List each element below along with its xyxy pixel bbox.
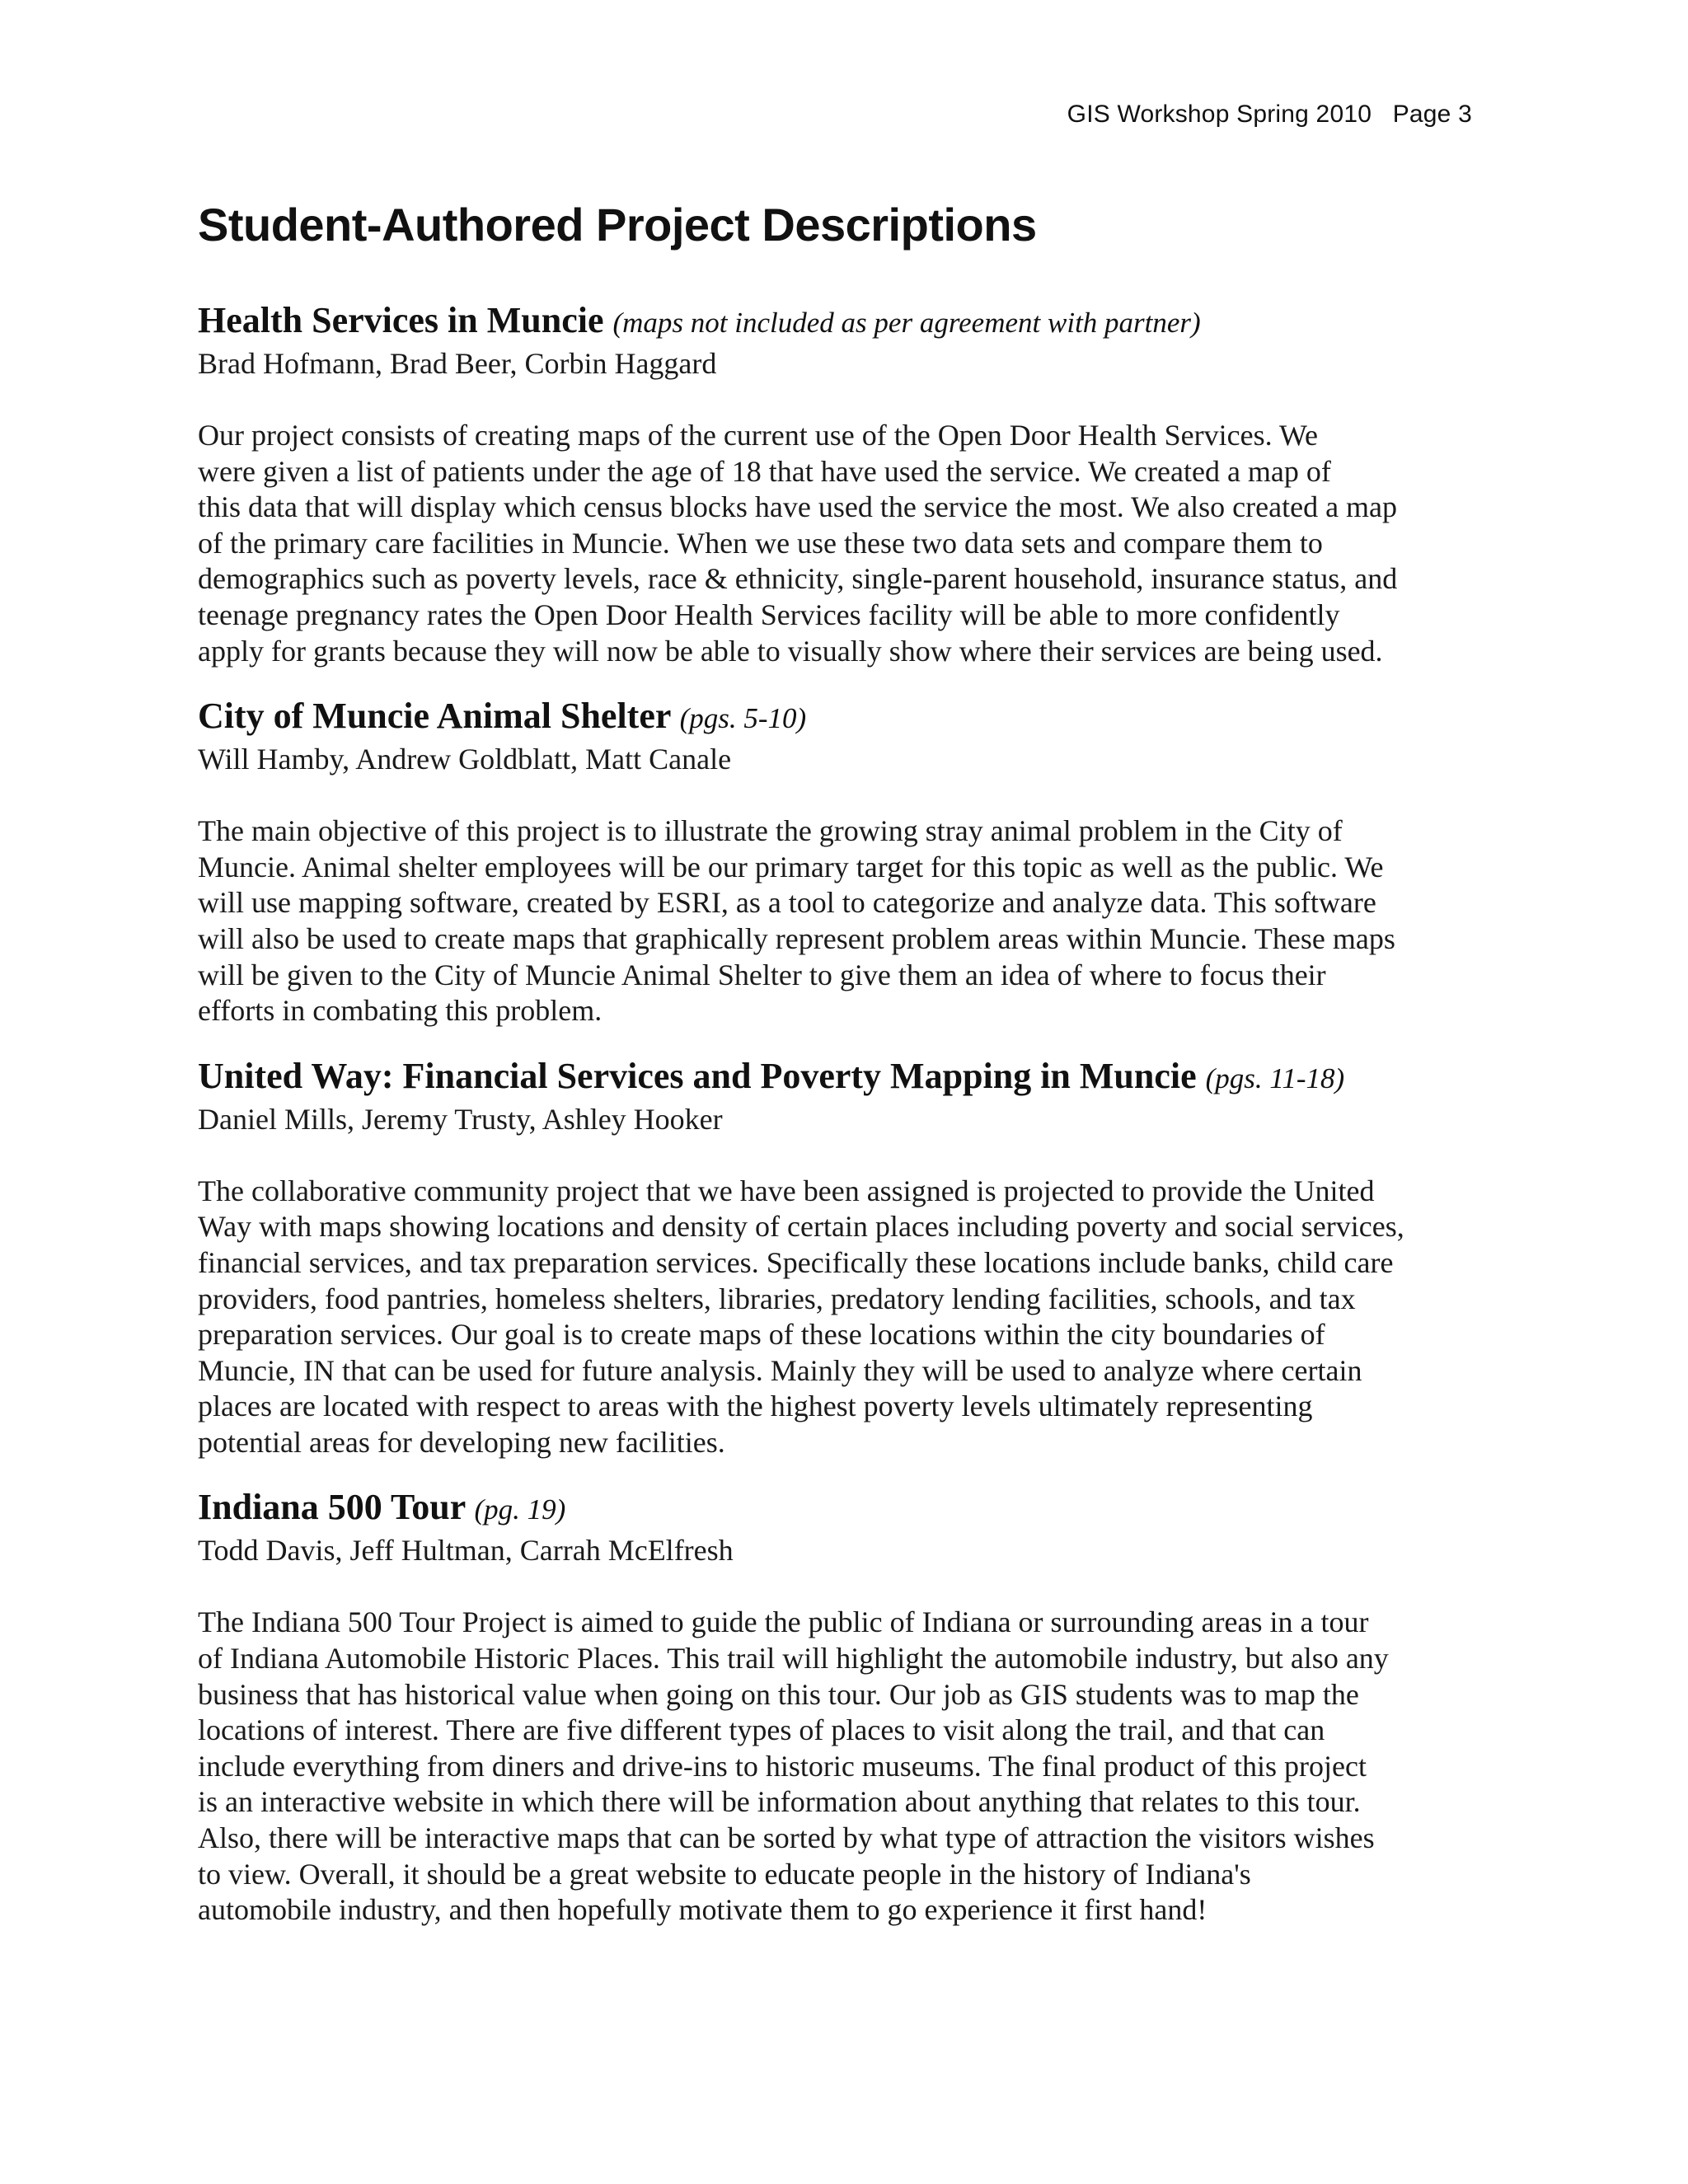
description-line: business that has historical value when going on this tour. Our job as GIS students was to map the (198, 1677, 1359, 1711)
project-title (198, 1054, 1508, 1101)
project-description (198, 1174, 1508, 1461)
description-line: preparation services. Our goal is to create maps of these locations within the city boundaries of (198, 1318, 1325, 1352)
project-health-services (198, 298, 1508, 669)
description-line: The main objective of this project is to illustrate the growing stray animal problem in the City of (198, 814, 1343, 848)
project-title (198, 694, 1508, 741)
description-line: include everything from diners and drive-ins to historic museums. The final product of this project (198, 1749, 1367, 1783)
description-line: Way with maps showing locations and density of certain places including poverty and social services, (198, 1210, 1404, 1244)
project-note: (pgs. 11-18) (1205, 1062, 1345, 1094)
description-line: Also, there will be interactive maps that can be sorted by what type of attraction the visitors wishes (198, 1821, 1375, 1855)
description-line: apply for grants because they will now be able to visually show where their services are being used. (198, 634, 1383, 668)
description-line: Muncie. Animal shelter employees will be our primary target for this topic as well as the public. We (198, 850, 1384, 883)
description-line: Muncie, IN that can be used for future analysis. Mainly they will be used to analyze where certain (198, 1353, 1362, 1387)
project-authors: Will Hamby, Andrew Goldblatt, Matt Canale (198, 743, 732, 776)
description-line: of the primary care facilities in Muncie. When we use these two data sets and compare them to (198, 526, 1323, 560)
description-line: this data that will display which census blocks have used the service the most. We also created a map (198, 490, 1398, 524)
project-animal-shelter (198, 694, 1508, 1029)
description-line: The Indiana 500 Tour Project is aimed to guide the public of Indiana or surrounding areas in a tour (198, 1605, 1369, 1639)
page-header: GIS Workshop Spring 2010 Page 3 (1067, 101, 1472, 128)
project-note: (pg. 19) (474, 1493, 566, 1526)
description-line: efforts in combating this problem. (198, 994, 603, 1028)
page-title: Student-Authored Project Descriptions (198, 199, 1037, 251)
project-description (198, 1605, 1508, 1928)
description-line: automobile industry, and then hopefully motivate them to go experience it first hand! (198, 1893, 1207, 1927)
description-line: providers, food pantries, homeless shelters, libraries, predatory lending facilities, schools, and tax (198, 1282, 1356, 1315)
project-description (198, 813, 1508, 1029)
description-line: demographics such as poverty levels, race & ethnicity, single-parent household, insurance status, and (198, 562, 1398, 596)
project-note: (pgs. 5-10) (679, 702, 807, 735)
project-description (198, 418, 1508, 669)
description-line: of Indiana Automobile Historic Places. This trail will highlight the automobile industry, but also any (198, 1642, 1389, 1675)
project-list (198, 298, 1508, 1929)
description-line: will be given to the City of Muncie Animal Shelter to give them an idea of where to focus their (198, 958, 1326, 991)
project-title (198, 1485, 1508, 1532)
description-line: Our project consists of creating maps of the current use of the Open Door Health Services. We (198, 419, 1319, 452)
project-title (198, 298, 1508, 345)
description-line: is an interactive website in which there will be information about anything that relates to this tour. (198, 1785, 1361, 1819)
project-united-way (198, 1054, 1508, 1461)
project-note: (maps not included as per agreement with partner) (612, 307, 1201, 339)
project-title-text: Health Services in Muncie (198, 300, 604, 340)
project-title-text: Indiana 500 Tour (198, 1487, 466, 1528)
project-authors: Todd Davis, Jeff Hultman, Carrah McElfresh (198, 1534, 734, 1568)
description-line: financial services, and tax preparation services. Specifically these locations include banks, child care (198, 1245, 1394, 1279)
description-line: were given a list of patients under the age of 18 that have used the service. We created a map of (198, 454, 1331, 488)
description-line: to view. Overall, it should be a great website to educate people in the history of Indiana's (198, 1857, 1251, 1891)
project-authors: Daniel Mills, Jeremy Trusty, Ashley Hooker (198, 1102, 723, 1136)
description-line: will use mapping software, created by ESRI, as a tool to categorize and analyze data. This software (198, 886, 1376, 920)
project-title-text: United Way: Financial Services and Poverty Mapping in Muncie (198, 1055, 1197, 1096)
description-line: locations of interest. There are five different types of places to visit along the trail, and that can (198, 1713, 1325, 1747)
description-line: will also be used to create maps that graphically represent problem areas within Muncie. These maps (198, 921, 1395, 955)
project-indiana-500-tour (198, 1485, 1508, 1928)
description-line: potential areas for developing new facilities. (198, 1425, 725, 1459)
project-title-text: City of Muncie Animal Shelter (198, 696, 671, 737)
project-authors: Brad Hofmann, Brad Beer, Corbin Haggard (198, 347, 717, 380)
description-line: teenage pregnancy rates the Open Door Health Services facility will be able to more confidently (198, 598, 1340, 631)
description-line: places are located with respect to areas with the highest poverty levels ultimately representing (198, 1390, 1313, 1423)
description-line: The collaborative community project that we have been assigned is projected to provide the United (198, 1174, 1375, 1207)
